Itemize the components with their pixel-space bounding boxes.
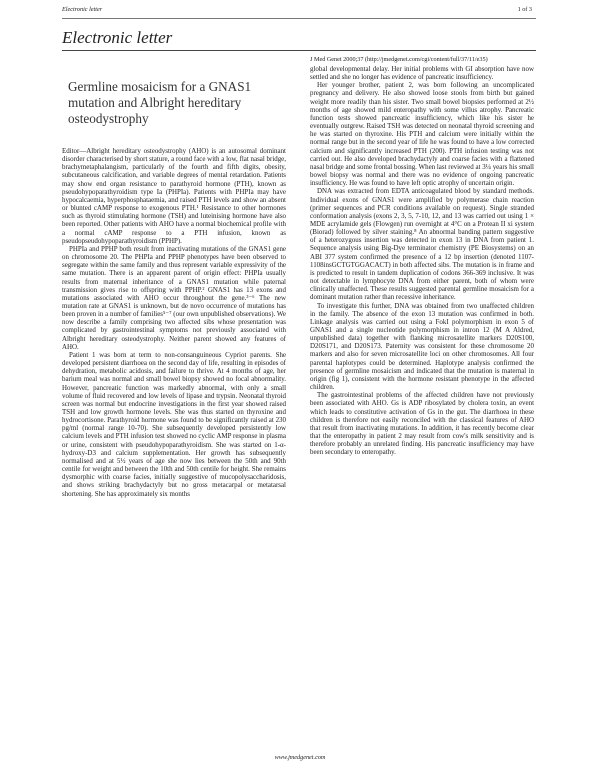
paragraph: global developmental delay. Her initial problems with GI absorption have now settled and she no longer has evidence of pancreatic insufficiency. xyxy=(310,65,534,82)
paragraph: To investigate this further, DNA was obtained from two unaffected children in the family. The absence of the exon 13 mutation was confirmed in both. Linkage analysis was carried out using a FokI polymorphism in exon 5 of GNAS1 and a single nucleotide polymorphism in intron 12 (M A Aldred, unpublished data) together with flanking microsatellite markers D20S100, D20S171, and D20S173. Paternity was consistent for these chromosome 20 markers and also for seven microsatellite loci on other chromosomes. All four parental haplotypes could be determined. Haplotype analysis confirmed the presence of germline mosaicism and indicated that the mutation is maternal in origin (fig 1), consistent with the hormone resistant phenotype in the affected children. xyxy=(310,301,534,392)
running-header-journal: Electronic letter xyxy=(62,6,103,13)
paragraph: PHPIa and PPHP both result from inactivating mutations of the GNAS1 gene on chromosome 20. The PHPIa and PPHP phenotypes have been observed to segregate within the same family and thus represent variable expressivity of the same mutation. There is an apparent parent of origin effect: PHPIa usually results from maternal inheritance of a GNAS1 mutation while paternal transmission gives rise to offspring with PPHP.² GNAS1 has 13 exons and mutations associated with AHO occur throughout the gene.³⁻⁶ The new mutation rate at GNAS1 is unknown, but de novo occurrence of mutations has been proven in a number of families⁵⁻⁷ (our own unpublished observations). We now describe a family comprising two affected sibs whose presentation was complicated by gastrointestinal symptoms not previously associated with Albright hereditary osteodystrophy. Neither parent showed any features of AHO. xyxy=(62,244,286,351)
footer-url: www.jmedgenet.com xyxy=(274,754,326,761)
header-rule xyxy=(62,18,536,19)
paragraph: The gastrointestinal problems of the affected children have not previously been associated with AHO. Gs is ADP ribosylated by cholera toxin, an event which leads to constitutive activation of Gs in the gut. The diarrhoea in these children is therefore not easily reconciled with the classical features of AHO that result from inactivating mutations. In addition, it has recently become clear that the enteropathy in patient 2 may result from cow's milk sensitivity and is therefore probably an unrelated finding. His pancreatic insufficiency may have been secondary to enteropathy. xyxy=(310,391,534,457)
article-title: Germline mosaicism for a GNAS1 mutation and Albright hereditary osteodystrophy xyxy=(68,79,252,126)
right-column xyxy=(310,65,534,457)
paragraph: Editor—Albright hereditary osteodystrophy (AHO) is an autosomal dominant disorder characterised by short stature, a round face with a low, flat nasal bridge, brachymetaphalangism, particularly of the fourth and fifth digits, obesity, subcutaneous calcification, and variable degrees of mental retardation. Patients may show end organ resistance to parathyroid hormone (PTH), known as pseudohypoparathyroidism type Ia (PHPIa). Patients with PHPIa may have hypocalcaemia, hyperphosphataemia, and raised PTH levels and show an absent or blunted cAMP response to exogenous PTH.¹ Resistance to other hormones such as thyroid stimulating hormone (TSH) and luteinising hormone have also been reported. Other patients with AHO have a normal biochemical profile with a normal cAMP response to a PTH infusion, known as pseudopseudohypoparathyroidism (PPHP). xyxy=(62,147,286,245)
paragraph: DNA was extracted from EDTA anticoagulated blood by standard methods. Individual exons of GNAS1 were amplified by polymerase chain reaction (primer sequences and PCR conditions available on request). Single stranded conformation analysis (exons 2, 3, 5, 7-10, 12, and 13 was carried out using 1 × MDE acrylamide gels (Flowgen) run overnight at 4°C on a Protean II xi system (Biorad) followed by silver staining.⁸ An abnormal banding pattern suggestive of a heterozygous insertion was detected in exon 13 in DNA from patient 1. Sequence analysis using Big-Dye terminator chemistry (PE Biosystems) on an ABI 377 system confirmed the presence of a 12 bp insertion (denoted 1107-1108insGCTGTGGACACT) in both affected sibs. The mutation is in frame and is predicted to result in tandem duplication of codons 366-369 inclusive. It was not detectable in lymphocyte DNA from either parent, both of whom were clinically unaffected. These results suggested parental germline mosaicism for a dominant mutation rather than recessive inheritance. xyxy=(310,187,534,302)
left-column xyxy=(62,147,286,498)
paragraph: Her younger brother, patient 2, was born following an uncomplicated pregnancy and delivery. He also showed loose stools from birth but gained weight more readily than his sister. Two small bowel biopsies performed at 2½ months of age showed mild enteropathy with some villus atrophy. Pancreatic function tests showed pancreatic insufficiency, which like his sister he eventually outgrew. Raised TSH was detected on neonatal thyroid screening and he was started on thyroxine. His PTH and calcium were initially within the normal range but in the second year of life he was found to have a low corrected calcium and significantly increased PTH (200). PTH infusion testing was not carried out. He also developed brachydactyly and coarse facies with a flattened nasal bridge and some frontal bossing. When last reviewed at 3¼ years his small bowel biopsy was normal and there was no evidence of ongoing pancreatic insufficiency. He was found to have left optic atrophy of uncertain origin. xyxy=(310,81,534,188)
section-rule xyxy=(62,50,536,51)
section-heading: Electronic letter xyxy=(62,28,173,47)
citation: J Med Genet 2000;37 (http://jmedgenet.com/cgi/content/full/37/11/e35) xyxy=(310,56,488,63)
running-header-page: 1 of 3 xyxy=(517,6,532,13)
paragraph: Patient 1 was born at term to non-consanguineous Cypriot parents. She developed persistent diarrhoea on the second day of life, resulting in episodes of dehydration, metabolic acidosis, and failure to thrive. At 4 months of age, her barium meal was normal and small bowel biopsy showed no focal abnormality. However, pancreatic function was markedly abnormal, with only a small volume of fluid recovered and low levels of lipase and trypsin. Neonatal thyroid screen was normal but endocrine investigations in the first year showed raised TSH and low growth hormone levels. She was thus started on thyroxine and hydrocortisone. Parathyroid hormone was found to be significantly raised at 230 pg/ml (normal range 10-70). She subsequently developed persistently low calcium levels and PTH infusion test showed no cyclic AMP response in plasma or urine, consistent with pseudohypoparathyroidism. She was started on 1-α-hydroxy-D3 and calcium supplementation. Her growth has subsequently normalised and at 5½ years of age she now lies between the 50th and 90th centile for weight and between the 10th and 50th centile for height. She remains dysmorphic with coarse facies, initially suggestive of mucopolysaccharidosis, and shows striking brachydactyly but no gross metacarpal or metatarsal shortening. She has approximately six months xyxy=(62,350,286,498)
